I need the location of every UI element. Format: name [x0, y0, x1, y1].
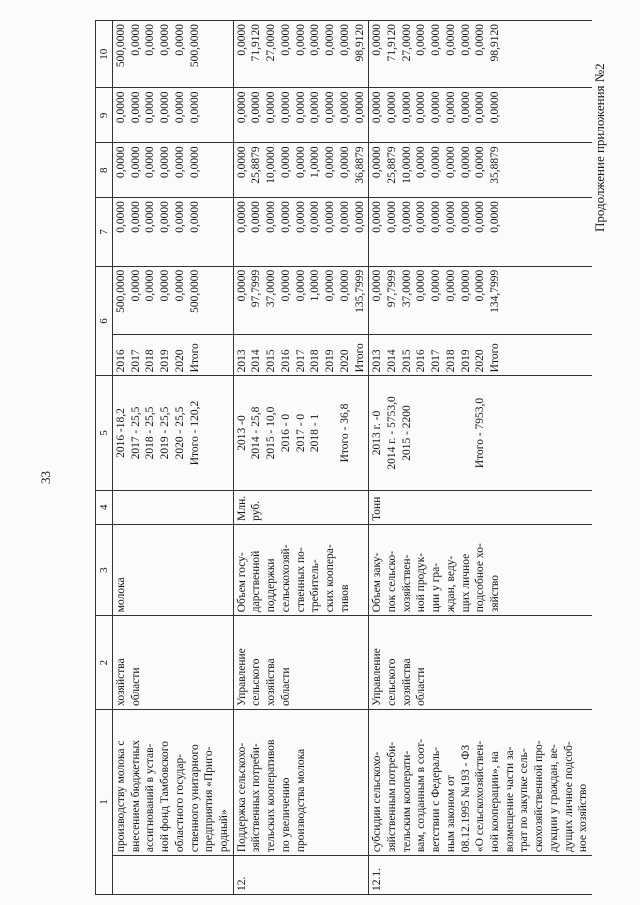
cell-line: 0,0000	[144, 201, 157, 233]
cell-line: 0,0000	[430, 269, 443, 302]
header-cell-8: 8	[96, 143, 113, 198]
cell-line: 97,7999	[250, 269, 263, 308]
indicator-cell	[369, 524, 592, 615]
cell-line: 0,0000	[159, 91, 172, 124]
cell-line: 0,0000	[430, 24, 443, 56]
cell-line: скохозяйственной про-	[533, 740, 546, 853]
table-row	[233, 21, 368, 895]
cell-line: ной продук-	[415, 552, 428, 613]
cell-line: внесением бюджетных	[129, 740, 142, 853]
cell-line: зяйственным потреби-	[385, 741, 398, 853]
cell-line: 0,0000	[279, 24, 292, 56]
cell-line: 0,0000	[488, 91, 501, 124]
cell-line: 2015 - 10,0	[265, 406, 278, 460]
cell-line: 2017	[294, 349, 307, 373]
cell-line: 2018 - 1	[309, 413, 322, 453]
cell-line: 0,0000	[129, 146, 142, 178]
cell-line: 0,0000	[173, 146, 186, 178]
cell-line: 0,0000	[144, 24, 157, 56]
cell-line	[429, 379, 444, 486]
cell-line: 0,0000	[371, 146, 384, 178]
cell-line: 0,0000	[415, 269, 428, 302]
table-row	[113, 21, 234, 895]
cell-line: щих личное	[459, 553, 472, 613]
cell-line: 0,0000	[353, 91, 366, 124]
cell-line: Управление	[371, 648, 384, 706]
cell-line: 2017	[129, 349, 142, 373]
year-cell	[233, 335, 368, 376]
cell-line: 0,0000	[235, 24, 248, 56]
cell-line: 0,0000	[235, 201, 248, 233]
cell-line: 0,0000	[371, 91, 384, 124]
header-cell-5: 5	[96, 376, 113, 490]
cell-line: 0,0000	[371, 201, 384, 233]
cell-line: хозяйства	[400, 658, 413, 706]
cell-line: вам, созданным в соот-	[415, 738, 428, 853]
cell-line: ственных по-	[294, 547, 307, 613]
cell-line: 2016	[415, 349, 428, 373]
cell-line: ветствии с Федераль-	[430, 747, 443, 853]
cell-line: 0,0000	[144, 269, 157, 302]
cell-line: 25,8879	[250, 146, 263, 184]
total-funding-cell	[113, 266, 234, 335]
cell-line: 0,0000	[309, 24, 322, 56]
cell-line: 0,0000	[265, 91, 278, 124]
row-number-cell: 12.	[233, 856, 368, 895]
cell-line: 2017	[430, 349, 443, 373]
cell-line: производству молока с	[115, 740, 127, 853]
cell-line: Итого	[488, 343, 501, 373]
cell-line: 0,0000	[459, 269, 472, 302]
unit-cell	[113, 490, 234, 524]
cell-line: трат по закупке сель-	[518, 748, 531, 853]
cell-line: 2013 -0	[235, 415, 248, 451]
cell-line: 0,0000	[235, 91, 248, 124]
cell-line: «О сельскохозяйствен-	[474, 740, 487, 853]
cell-line: 1,0000	[309, 269, 322, 302]
cell-line: поддержки	[265, 558, 278, 613]
cell-line: возмещение части за-	[503, 746, 516, 853]
cell-line: 0,0000	[415, 24, 428, 56]
cell-line: 0,0000	[235, 269, 248, 302]
cell-line: 0,0000	[459, 24, 472, 56]
cell-line: 2020	[338, 349, 351, 373]
cell-line: 0,0000	[444, 146, 457, 178]
regional-funding-cell	[369, 143, 592, 198]
cell-line: 0,0000	[338, 24, 351, 56]
program-table	[95, 20, 592, 895]
header-cell-10: 10	[96, 21, 113, 88]
unit-cell	[369, 490, 592, 524]
cell-line: 0,0000	[444, 91, 457, 124]
cell-line: 500,0000	[115, 24, 127, 68]
local-funding-cell	[113, 88, 234, 143]
cell-line: 2013	[371, 349, 384, 373]
cell-line: 2014	[250, 349, 263, 373]
cell-line: 0,0000	[430, 201, 443, 233]
cell-line: 27,0000	[265, 24, 278, 62]
cell-line: 0,0000	[188, 146, 201, 178]
cell-line: области	[129, 667, 142, 706]
other-funding-cell	[369, 21, 592, 88]
cell-line: тельским кооперати-	[400, 750, 413, 853]
cell-line: ассигнований в устав-	[144, 743, 157, 853]
cell-line: 0,0000	[129, 269, 142, 302]
cell-line: 0,0000	[353, 201, 366, 233]
cell-line: 2019 - 25,5	[159, 406, 172, 460]
cell-line: тельских кооперативов	[265, 739, 278, 853]
total-funding-cell	[233, 266, 368, 335]
target-values-cell	[113, 376, 234, 490]
cell-line: Управление	[235, 648, 248, 706]
cell-line: 0,0000	[324, 91, 337, 124]
cell-line: 0,0000	[474, 269, 487, 302]
cell-line: 25,8879	[385, 146, 398, 184]
cell-line: 0,0000	[459, 201, 472, 233]
cell-line: ждан, веду-	[444, 555, 457, 613]
header-cell-4: 4	[96, 490, 113, 524]
cell-line: 98,9120	[488, 24, 501, 62]
cell-line: родный»	[218, 809, 231, 853]
cell-line: Итого	[353, 343, 366, 373]
cell-line: хозяйства	[115, 658, 127, 706]
cell-line: дарственной	[250, 550, 263, 613]
cell-line: 135,7999	[353, 269, 366, 313]
cell-line: 0,0000	[294, 146, 307, 178]
cell-line: производства молока	[294, 748, 307, 853]
cell-line: 0,0000	[294, 201, 307, 233]
executor-cell	[233, 616, 368, 710]
cell-line: 0,0000	[415, 146, 428, 178]
cell-line: 1,0000	[309, 146, 322, 178]
cell-line: Итого - 36,8	[338, 403, 351, 463]
executor-cell	[369, 616, 592, 710]
cell-line: 0,0000	[415, 91, 428, 124]
cell-line: 0,0000	[279, 269, 292, 302]
cell-line: ное хозяйство	[577, 783, 590, 853]
cell-line: 2016	[115, 349, 127, 373]
header-cell-7: 7	[96, 198, 113, 267]
cell-line: 2016 -18,2	[115, 408, 127, 458]
cell-line: 2016 - 0	[279, 413, 292, 453]
cell-line: 0,0000	[430, 146, 443, 178]
cell-line: 0,0000	[279, 146, 292, 178]
year-cell	[369, 335, 592, 376]
measure-name-cell	[233, 709, 368, 855]
cell-line: молока	[115, 577, 127, 613]
cell-line: 2013 г. -0	[371, 410, 384, 456]
cell-line	[444, 379, 459, 486]
cell-line: 0,0000	[444, 269, 457, 302]
cell-line: 0,0000	[371, 24, 384, 56]
cell-line: 10,0000	[265, 146, 278, 184]
indicator-cell	[113, 524, 234, 615]
cell-line: 2019	[159, 349, 172, 373]
indicator-cell	[233, 524, 368, 615]
cell-line: зяйственных потреби-	[250, 743, 263, 853]
cell-line: 36,8879	[353, 146, 366, 184]
cell-line: 71,9120	[250, 24, 263, 62]
cell-line: 2018	[144, 349, 157, 373]
cell-line: 0,0000	[173, 24, 186, 56]
target-values-cell	[369, 376, 592, 490]
cell-line: 0,0000	[279, 91, 292, 124]
total-funding-cell	[369, 266, 592, 335]
cell-line: руб.	[250, 500, 263, 521]
cell-line: 0,0000	[371, 269, 384, 302]
cell-line: 0,0000	[474, 24, 487, 56]
cell-line: 2020 - 25,5	[173, 406, 186, 460]
cell-line: 500,0000	[188, 24, 201, 68]
regional-funding-cell	[233, 143, 368, 198]
cell-line: ной фонд Тамбовского	[159, 741, 172, 853]
cell-line: предприятия «Пригo-	[203, 746, 216, 853]
cell-line: 27,0000	[400, 24, 413, 62]
cell-line: 71,9120	[385, 24, 398, 62]
cell-line: 0,0000	[294, 269, 307, 302]
cell-line: 0,0000	[400, 91, 413, 124]
cell-line: 2020	[474, 349, 487, 373]
cell-line	[414, 379, 429, 486]
cell-line: 35,8879	[488, 146, 501, 184]
cell-line: 134,7999	[488, 269, 501, 313]
cell-line: дущих личное подсоб-	[562, 741, 575, 853]
cell-line: 0,0000	[338, 91, 351, 124]
cell-line: пок сельско-	[385, 550, 398, 613]
cell-line: 0,0000	[115, 146, 127, 178]
header-cell-1: 1	[96, 709, 113, 894]
local-funding-cell	[369, 88, 592, 143]
cell-line: 0,0000	[159, 24, 172, 56]
cell-line: тивов	[338, 584, 351, 613]
cell-line: 0,0000	[159, 201, 172, 233]
cell-line: 0,0000	[129, 201, 142, 233]
cell-line: 10,0000	[400, 146, 413, 184]
cell-line: 0,0000	[459, 146, 472, 178]
header-cell-3: 3	[96, 524, 113, 615]
header-cell-6: 6	[96, 266, 113, 376]
cell-line: 0,0000	[144, 91, 157, 124]
federal-funding-cell	[233, 198, 368, 267]
regional-funding-cell	[113, 143, 234, 198]
cell-line: 0,0000	[129, 24, 142, 56]
cell-line: по увеличению	[279, 777, 292, 853]
cell-line: 2017 - 25,5	[129, 406, 142, 460]
cell-line: ских коопера-	[324, 544, 337, 613]
federal-funding-cell	[113, 198, 234, 267]
year-cell	[113, 335, 234, 376]
header-row	[96, 21, 113, 895]
cell-line: 2016	[279, 349, 292, 373]
cell-line: 0,0000	[324, 24, 337, 56]
cell-line: 0,0000	[474, 91, 487, 124]
cell-line: 0,0000	[159, 146, 172, 178]
measure-name-cell	[369, 709, 592, 855]
cell-line: 2017 - 0	[294, 413, 307, 453]
measure-name-cell	[113, 709, 234, 855]
cell-line: 0,0000	[309, 91, 322, 124]
cell-line: 0,0000	[385, 201, 398, 233]
cell-line: 2019	[324, 349, 337, 373]
cell-line: 2020	[173, 349, 186, 373]
cell-line: дукции у граждан, ве-	[547, 744, 560, 853]
cell-line: хозяйства	[265, 658, 278, 706]
cell-line: 0,0000	[235, 146, 248, 178]
cell-line: 0,0000	[385, 91, 398, 124]
header-cell-2: 2	[96, 616, 113, 710]
cell-line: 2014 г. - 5753,0	[385, 396, 398, 470]
cell-line: 0,0000	[115, 91, 127, 124]
cell-line: 0,0000	[400, 201, 413, 233]
cell-line: субсидии сельскохо-	[371, 751, 384, 853]
cell-line: 2013	[235, 349, 248, 373]
cell-line: требитель-	[309, 559, 322, 613]
cell-line: области	[415, 667, 428, 706]
cell-line: Тонн	[371, 496, 384, 521]
cell-line: 500,0000	[115, 269, 127, 313]
rotated-table-sheet	[95, 20, 600, 895]
other-funding-cell	[233, 21, 368, 88]
cell-line: 0,0000	[294, 24, 307, 56]
cell-line: 500,0000	[188, 269, 201, 313]
cell-line: Итого	[188, 343, 201, 373]
cell-line: 2018	[309, 349, 322, 373]
cell-line	[459, 379, 474, 486]
cell-line: Поддержка сельскохо-	[235, 742, 248, 853]
cell-line: 0,0000	[488, 201, 501, 233]
cell-line: 2014 - 25,8	[250, 406, 263, 460]
cell-line: 0,0000	[250, 91, 263, 124]
cell-line: 2019	[459, 349, 472, 373]
cell-line: 98,9120	[353, 24, 366, 62]
cell-line: ции у гра-	[430, 562, 443, 613]
cell-line: 0,0000	[294, 91, 307, 124]
cell-line: 0,0000	[324, 201, 337, 233]
cell-line: 0,0000	[250, 201, 263, 233]
table-row	[369, 21, 592, 895]
appendix-caption: Продолжение приложения №2	[592, 63, 607, 232]
cell-line: 0,0000	[188, 201, 201, 233]
cell-line: 2015	[265, 349, 278, 373]
cell-line: областного государ-	[173, 753, 186, 853]
cell-line: 2015	[400, 349, 413, 373]
cell-line: 0,0000	[265, 201, 278, 233]
cell-line: сельского	[250, 658, 263, 706]
cell-line: 2014	[385, 349, 398, 373]
cell-line: Млн.	[235, 495, 248, 521]
cell-line: 0,0000	[115, 201, 127, 233]
cell-line: 0,0000	[444, 24, 457, 56]
cell-line: 0,0000	[159, 269, 172, 302]
cell-line: сельскохозяй-	[279, 544, 292, 613]
cell-line: 0,0000	[459, 91, 472, 124]
cell-line: сельского	[385, 658, 398, 706]
cell-line: хозяйствен-	[400, 554, 413, 613]
cell-line: 0,0000	[338, 269, 351, 302]
header-cell-9: 9	[96, 88, 113, 143]
local-funding-cell	[233, 88, 368, 143]
cell-line: Итого - 7953,0	[474, 397, 487, 469]
cell-line: 0,0000	[444, 201, 457, 233]
cell-line: 0,0000	[338, 201, 351, 233]
cell-line: 37,0000	[265, 269, 278, 308]
cell-line: Объем заку-	[371, 552, 384, 613]
row-number-cell	[113, 856, 234, 895]
unit-cell	[233, 490, 368, 524]
cell-line: 0,0000	[474, 146, 487, 178]
cell-line: ным законом от	[444, 775, 457, 853]
executor-cell	[113, 616, 234, 710]
cell-line: 0,0000	[173, 201, 186, 233]
cell-line: ной кооперации», на	[488, 751, 501, 853]
cell-line: подсобное хо-	[474, 543, 487, 613]
cell-line: 0,0000	[324, 269, 337, 302]
cell-line: Объем госу-	[235, 552, 248, 613]
cell-line: 0,0000	[338, 146, 351, 178]
table-body	[113, 21, 593, 895]
cell-line: ственного унитарного	[188, 744, 201, 853]
target-values-cell	[233, 376, 368, 490]
cell-line: 37,0000	[400, 269, 413, 308]
cell-line: 08.12.1995 №193 - ФЗ	[459, 744, 472, 853]
cell-line: 0,0000	[474, 201, 487, 233]
cell-line: 2018 - 25,5	[144, 406, 157, 460]
cell-line: 2015 - 2200	[400, 405, 413, 461]
page-number: 33	[38, 471, 53, 484]
cell-line: 0,0000	[430, 91, 443, 124]
cell-line: 0,0000	[173, 91, 186, 124]
cell-line	[323, 379, 338, 486]
cell-line: 0,0000	[173, 269, 186, 302]
cell-line: 0,0000	[188, 91, 201, 124]
federal-funding-cell	[369, 198, 592, 267]
cell-line: зяйство	[488, 575, 501, 613]
cell-line: 0,0000	[415, 201, 428, 233]
row-number-cell: 12.1.	[369, 856, 592, 895]
cell-line: Итого - 120,2	[188, 400, 201, 466]
cell-line: 0,0000	[324, 146, 337, 178]
other-funding-cell	[113, 21, 234, 88]
cell-line: 0,0000	[144, 146, 157, 178]
cell-line: 2018	[444, 349, 457, 373]
cell-line: 0,0000	[129, 91, 142, 124]
cell-line: 0,0000	[309, 201, 322, 233]
cell-line: области	[279, 667, 292, 706]
cell-line: 97,7999	[385, 269, 398, 308]
cell-line: 0,0000	[279, 201, 292, 233]
